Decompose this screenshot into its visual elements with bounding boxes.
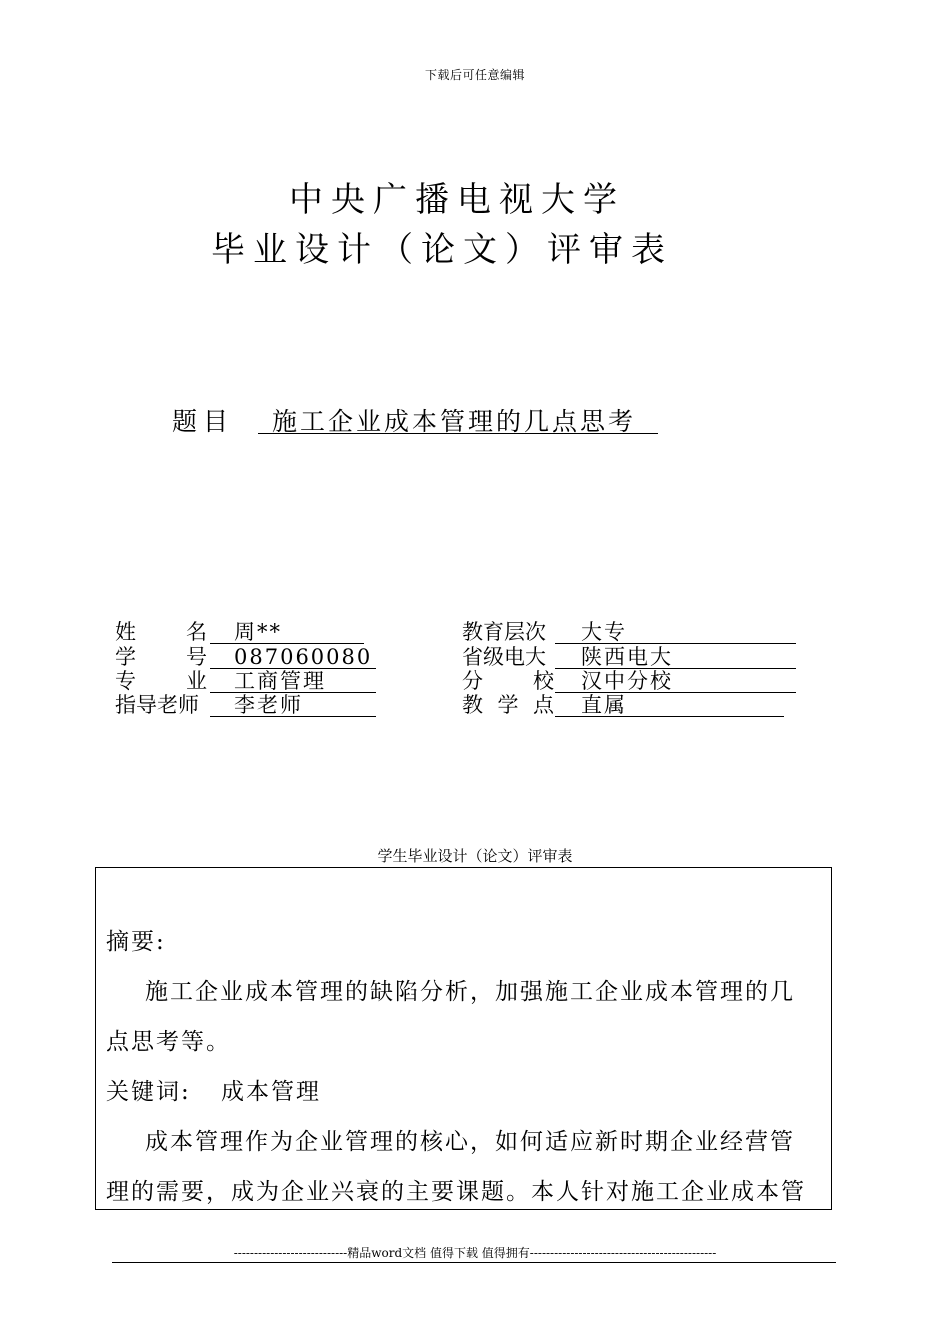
major-label: 专 业: [115, 669, 207, 693]
branch-field[interactable]: 汉中分校: [555, 669, 796, 693]
topic-label: 题目: [172, 407, 235, 436]
provincial-university-field[interactable]: 陕西电大: [555, 645, 796, 669]
topic-field[interactable]: 施工企业成本管理的几点思考: [258, 402, 658, 434]
major-field[interactable]: 工商管理: [210, 669, 376, 693]
abstract-label: 摘要:: [106, 929, 166, 955]
education-level-label: 教育层次: [462, 620, 546, 644]
advisor-field[interactable]: 李老师: [210, 693, 376, 717]
provincial-university-label: 省级电大: [462, 645, 546, 669]
abstract-line-2: 点思考等。: [106, 1029, 231, 1055]
keywords-value: 成本管理: [221, 1079, 321, 1105]
body-line-2: 理的需要，成为企业兴衰的主要课题。本人针对施工企业成本管: [106, 1179, 806, 1205]
keywords-label: 关键词:: [106, 1079, 191, 1105]
footer-text: ----------------------------精品word文档 值得下载 值得拥有----------------------------------------------: [233, 1246, 717, 1260]
page-title-form: 毕业设计（论文）评审表: [211, 230, 673, 270]
branch-label: 分 校: [462, 669, 554, 693]
review-table: [95, 867, 832, 1210]
student-id-field[interactable]: 087060080: [210, 645, 376, 669]
student-id-label: 学 号: [115, 645, 207, 669]
header-note: 下载后可任意编辑: [424, 68, 525, 82]
footer-divider: [112, 1262, 836, 1263]
advisor-label: 指导老师: [115, 693, 199, 717]
page-title-university: 中央广播电视大学: [289, 180, 625, 220]
teaching-site-label: 教 学 点: [462, 693, 554, 717]
table-caption: 学生毕业设计（论文）评审表: [377, 847, 573, 865]
teaching-site-field[interactable]: 直属: [555, 693, 784, 717]
name-label: 姓 名: [115, 620, 207, 644]
body-line-1: 成本管理作为企业管理的核心，如何适应新时期企业经营管: [145, 1129, 795, 1155]
name-field[interactable]: 周**: [210, 620, 364, 644]
education-level-field[interactable]: 大专: [555, 620, 796, 644]
abstract-line-1: 施工企业成本管理的缺陷分析，加强施工企业成本管理的几: [145, 979, 795, 1005]
